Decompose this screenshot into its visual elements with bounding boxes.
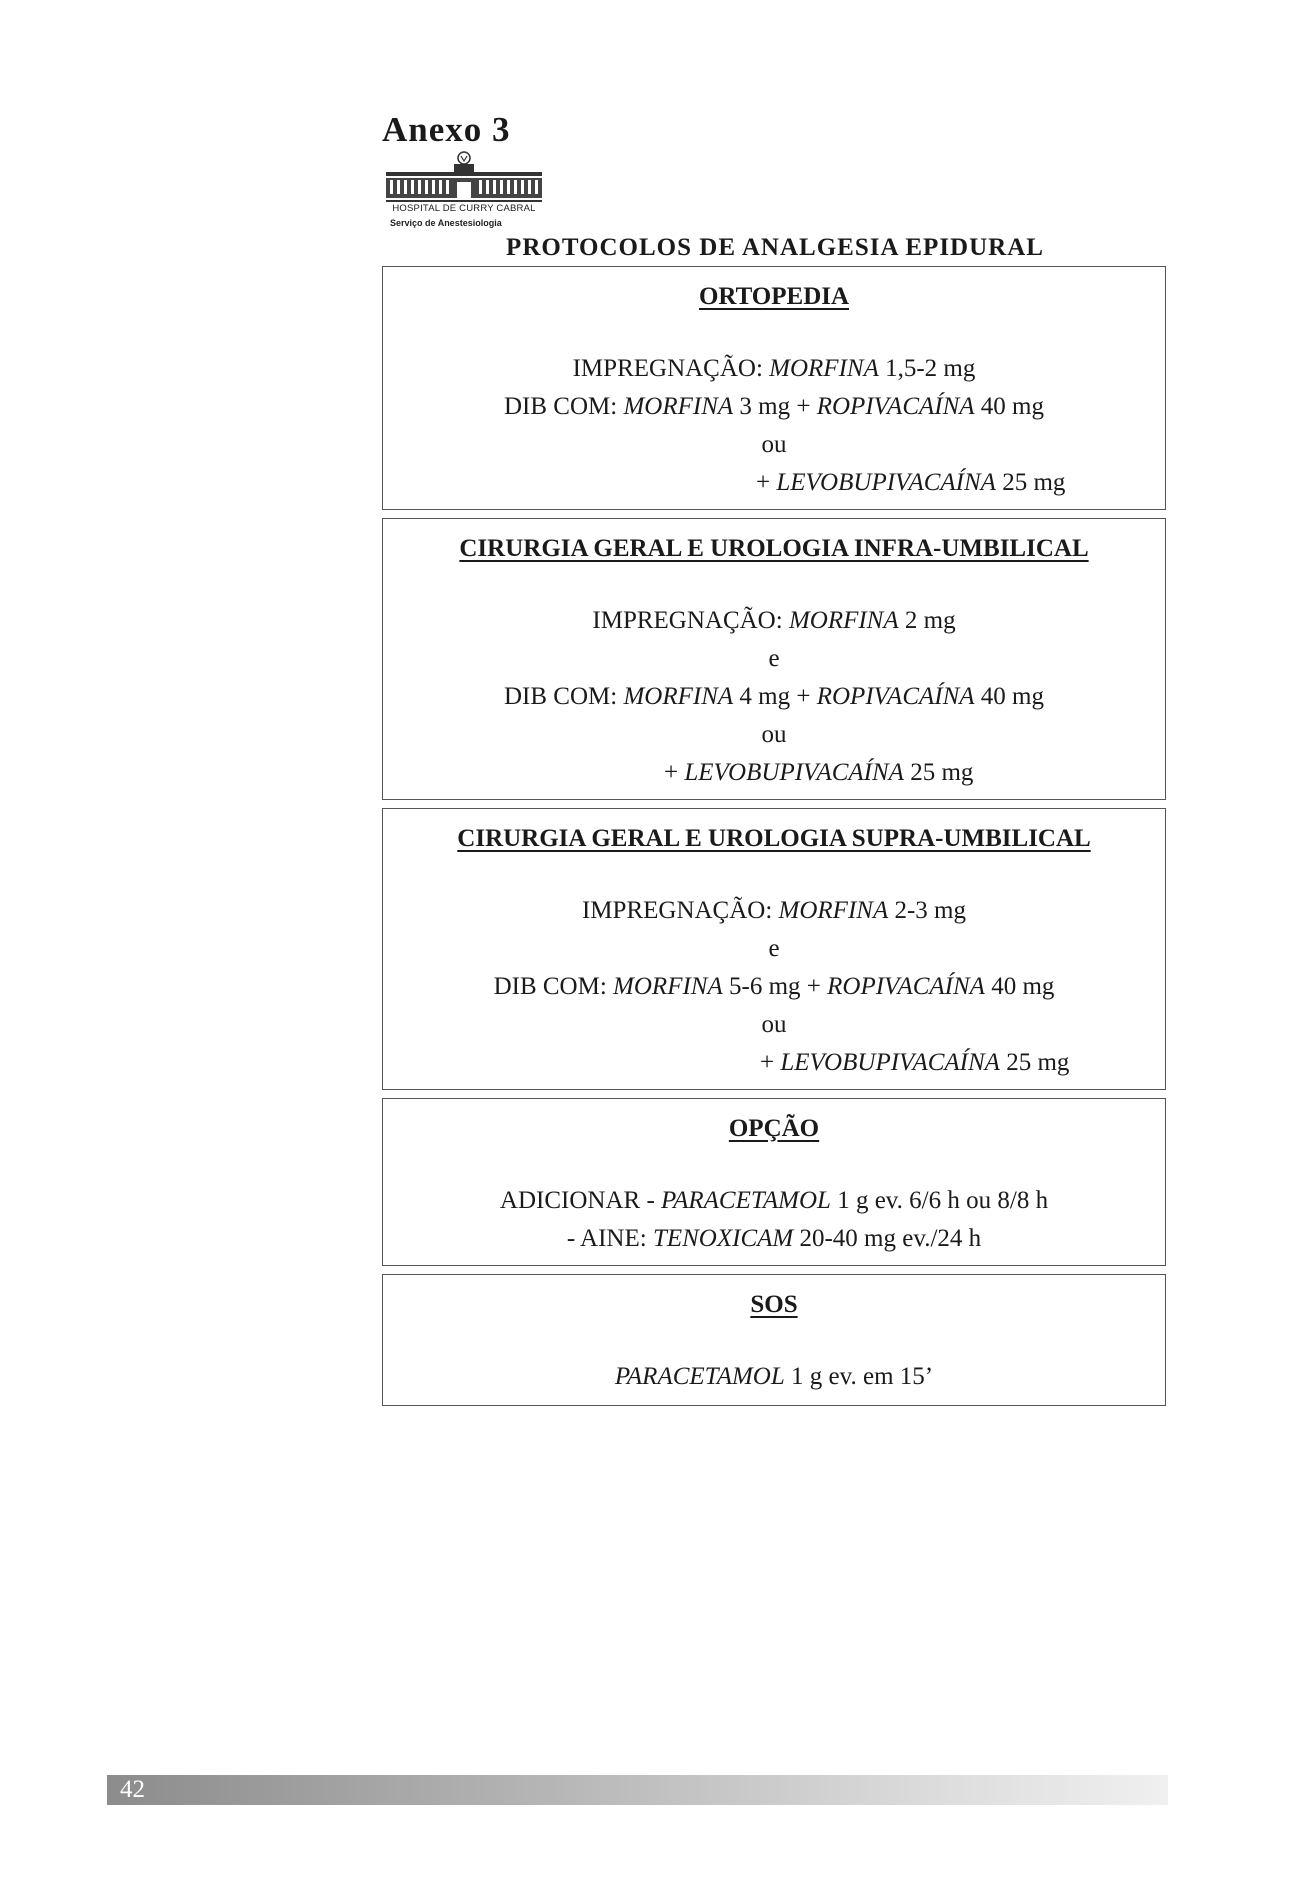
- protocol-box-supra-umbilical: [382, 808, 1166, 1090]
- protocol-line: + LEVOBUPIVACAÍNA 25 mg: [664, 759, 974, 786]
- document-title: PROTOCOLOS DE ANALGESIA EPIDURAL: [506, 234, 1044, 261]
- hospital-building-icon: [384, 150, 544, 204]
- logo-service-name: Serviço de Anestesiologia: [390, 218, 502, 228]
- section-heading: ORTOPEDIA: [698, 283, 850, 310]
- protocol-line: ou: [761, 1011, 787, 1038]
- protocol-line: IMPREGNAÇÃO: MORFINA 2 mg: [592, 607, 956, 634]
- section-heading: CIRURGIA GERAL E UROLOGIA SUPRA-UMBILICAL: [457, 825, 1091, 852]
- section-heading: CIRURGIA GERAL E UROLOGIA INFRA-UMBILICAL: [459, 535, 1089, 562]
- protocol-line: IMPREGNAÇÃO: MORFINA 2-3 mg: [581, 897, 967, 924]
- protocol-line: DIB COM: MORFINA 3 mg + ROPIVACAÍNA 40 mg: [504, 393, 1044, 420]
- protocol-line: e: [768, 935, 780, 962]
- section-heading: OPÇÃO: [728, 1115, 820, 1142]
- section-heading: SOS: [750, 1291, 798, 1318]
- protocol-line: IMPREGNAÇÃO: MORFINA 1,5-2 mg: [572, 355, 976, 382]
- protocol-line: ADICIONAR - PARACETAMOL 1 g ev. 6/6 h ou 8/8 h: [499, 1187, 1049, 1214]
- protocol-box-opcao: [382, 1098, 1166, 1266]
- protocol-line: ou: [761, 721, 787, 748]
- protocol-box-ortopedia: [382, 266, 1166, 510]
- protocol-line: e: [768, 645, 780, 672]
- annex-title: Anexo 3: [382, 110, 511, 149]
- protocol-box-sos: [382, 1274, 1166, 1406]
- protocol-line: + LEVOBUPIVACAÍNA 25 mg: [756, 469, 1066, 496]
- protocol-line: ou: [761, 431, 787, 458]
- hospital-logo: [384, 150, 544, 230]
- footer-bar: [107, 1775, 1168, 1805]
- page-number: 42: [120, 1776, 145, 1803]
- protocol-line: - AINE: TENOXICAM 20-40 mg ev./24 h: [566, 1225, 982, 1252]
- protocol-line: DIB COM: MORFINA 5-6 mg + ROPIVACAÍNA 40 mg: [493, 973, 1055, 1000]
- logo-hospital-name: HOSPITAL DE CURRY CABRAL: [392, 203, 536, 214]
- protocol-line: + LEVOBUPIVACAÍNA 25 mg: [760, 1049, 1070, 1076]
- protocol-line: DIB COM: MORFINA 4 mg + ROPIVACAÍNA 40 mg: [504, 683, 1044, 710]
- protocol-box-infra-umbilical: [382, 518, 1166, 800]
- protocol-line: PARACETAMOL 1 g ev. em 15’: [614, 1363, 934, 1390]
